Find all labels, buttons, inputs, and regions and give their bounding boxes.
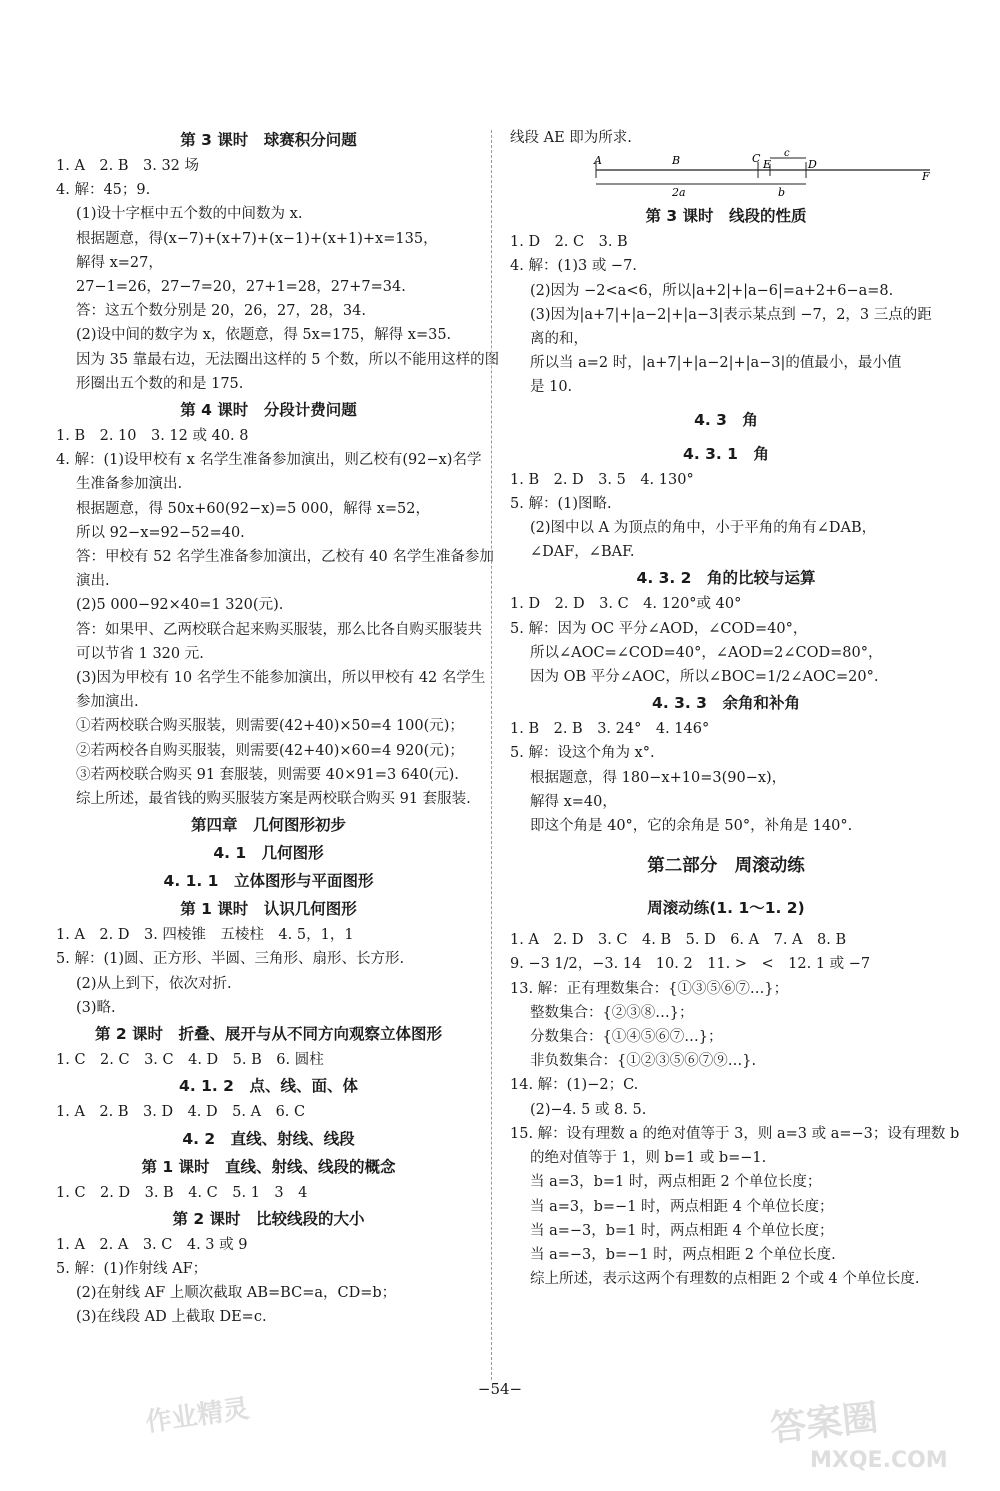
section-heading: 4. 2 直线、射线、线段 — [182, 1129, 355, 1148]
section-heading: 4. 3. 3 余角和补角 — [652, 694, 800, 713]
answer-line: ∠DAF，∠BAF. — [530, 544, 635, 561]
answer-line: 1. A 2. A 3. C 4. 3 或 9 — [56, 1236, 248, 1253]
answer-line: 解得 x=40， — [530, 793, 617, 810]
answer-line: 的绝对值等于 1，则 b=1 或 b=−1. — [530, 1150, 767, 1167]
answer-line: 所以∠AOC=∠COD=40°，∠AOD=2∠COD=80°， — [530, 644, 883, 661]
answer-line: 1. B 2. D 3. 5 4. 130° — [510, 471, 694, 488]
section-heading: 第 2 课时 折叠、展开与从不同方向观察立体图形 — [94, 1025, 443, 1044]
label-e: E — [763, 158, 772, 172]
section-heading: 第 1 课时 认识几何图形 — [180, 900, 357, 919]
answer-line: 形圈出五个数的和是 175. — [76, 375, 244, 392]
answer-line: 根据题意，得 180−x+10=3(90−x)， — [530, 769, 787, 786]
watermark: 作业精灵 — [143, 1393, 251, 1439]
answer-line: 1. A 2. B 3. 32 场 — [56, 158, 200, 174]
answer-line: (1)设十字框中五个数的中间数为 x. — [76, 206, 303, 223]
column-divider — [491, 130, 492, 1380]
answer-line: 综上所述，最省钱的购买服装方案是两校联合购买 91 套服装. — [76, 791, 471, 808]
section-heading: 4. 3 角 — [694, 410, 758, 429]
section-heading: 第 3 课时 球赛积分问题 — [180, 131, 357, 149]
answer-line: 5. 解：(1)图略. — [510, 495, 612, 512]
answer-line: 所以当 a=2 时，|a+7|+|a−2|+|a−3|的值最小，最小值 — [530, 355, 902, 372]
section-heading: 第二部分 周滚动练 — [647, 856, 805, 877]
answer-line: 离的和， — [530, 331, 588, 348]
answer-line: 1. A 2. B 3. D 4. D 5. A 6. C — [56, 1104, 306, 1121]
watermark-logo: 答案圈 — [768, 1397, 881, 1450]
answer-line: 1. D 2. C 3. B — [510, 234, 628, 251]
answer-line: 答：这五个数分别是 20，26，27，28，34. — [76, 303, 366, 320]
answer-line: 参加演出. — [76, 694, 139, 711]
answer-line: 1. B 2. 10 3. 12 或 40. 8 — [56, 428, 249, 445]
answer-line: 答：甲校有 52 名学生准备参加演出，乙校有 40 名学生准备参加 — [76, 549, 494, 566]
answer-line: 因为 35 靠最右边，无法圈出这样的 5 个数，所以不能用这样的图 — [76, 351, 500, 368]
answer-line: 1. C 2. D 3. B 4. C 5. 1 3 4 — [56, 1184, 308, 1201]
answer-line: 15. 解：设有理数 a 的绝对值等于 3，则 a=3 或 a=−3；设有理数 b — [510, 1125, 960, 1142]
answer-line: 是 10. — [530, 379, 573, 396]
label-f: F — [922, 170, 930, 184]
label-b-len: b — [778, 186, 786, 200]
answer-line: 可以节省 1 320 元. — [76, 645, 204, 662]
answer-line: 答：如果甲、乙两校联合起来购买服装，那么比各自购买服装共 — [76, 621, 482, 638]
answer-line: (2)因为 −2<a<6，所以|a+2|+|a−6|=a+2+6−a=8. — [530, 282, 894, 299]
section-heading: 4. 1. 2 点、线、面、体 — [179, 1077, 358, 1096]
answer-line: 1. C 2. C 3. C 4. D 5. B 6. 圆柱 — [56, 1052, 324, 1069]
answer-line: 线段 AE 即为所求. — [510, 130, 632, 146]
answer-line: (2)设中间的数字为 x，依题意，得 5x=175，解得 x=35. — [76, 327, 452, 344]
answer-line: 当 a=−3，b=1 时，两点相距 4 个单位长度； — [530, 1222, 834, 1239]
answer-line: (3)略. — [76, 999, 116, 1016]
answer-line: (2)在射线 AF 上顺次截取 AB=BC=a，CD=b； — [76, 1285, 397, 1302]
answer-line: 4. 解：(1)3 或 −7. — [510, 258, 637, 275]
answer-line: 5. 解：(1)作射线 AF； — [56, 1260, 208, 1277]
section-heading: 周滚动练(1. 1～1. 2) — [647, 899, 805, 918]
segment-diagram — [510, 150, 942, 202]
right-column — [510, 126, 960, 1291]
answer-line: (2)从上到下，依次对折. — [76, 975, 232, 992]
label-2a: 2a — [672, 186, 686, 200]
answer-line: 5. 解：(1)圆、正方形、半圆、三角形、扇形、长方形. — [56, 951, 405, 968]
watermark-url: MXQE.COM — [810, 1448, 948, 1473]
answer-line: 1. B 2. B 3. 24° 4. 146° — [510, 721, 710, 738]
section-heading: 第 1 课时 直线、射线、线段的概念 — [141, 1157, 396, 1176]
answer-line: 4. 解：45；9. — [56, 182, 151, 199]
answer-line: ③若两校联合购买 91 套服装，则需要 40×91=3 640(元). — [76, 766, 459, 783]
answer-line: 非负数集合：{①②③⑤⑥⑦⑨…}. — [530, 1053, 757, 1070]
answer-line: 根据题意，得 50x+60(92−x)=5 000，解得 x=52， — [76, 500, 430, 517]
section-heading: 第四章 几何图形初步 — [190, 816, 346, 835]
answer-line: 9. −3 1/2，−3. 14 10. 2 11. > < 12. 1 或 −7 — [510, 956, 871, 973]
answer-line: 生准备参加演出. — [76, 476, 183, 493]
label-b: B — [672, 154, 681, 168]
label-a: A — [594, 154, 602, 168]
answer-line: 所以 92−x=92−52=40. — [76, 524, 245, 541]
answer-line: 即这个角是 40°，它的余角是 50°，补角是 140°. — [530, 818, 853, 835]
answer-line: 整数集合：{②③⑧…}； — [530, 1004, 694, 1021]
answer-line: 根据题意，得(x−7)+(x+7)+(x−1)+(x+1)+x=135， — [76, 230, 438, 247]
segment-diagram-svg — [592, 150, 932, 202]
answer-line: (2)5 000−92×40=1 320(元). — [76, 597, 284, 614]
section-heading: 4. 1. 1 立体图形与平面图形 — [163, 872, 374, 891]
answer-line: (2)图中以 A 为顶点的角中，小于平角的角有∠DAB， — [530, 520, 877, 537]
answer-line: ①若两校联合购买服装，则需要(42+40)×50=4 100(元)； — [76, 718, 464, 735]
answer-line: 13. 解：正有理数集合：{①③⑤⑥⑦…}； — [510, 980, 789, 997]
section-heading: 第 2 课时 比较线段的大小 — [172, 1209, 365, 1228]
answer-line: 5. 解：设这个角为 x°. — [510, 745, 655, 762]
left-column — [56, 126, 500, 1330]
answer-line: 1. D 2. D 3. C 4. 120°或 40° — [510, 596, 742, 613]
answer-line: 演出. — [76, 573, 110, 590]
answer-line: 当 a=3，b=−1 时，两点相距 4 个单位长度； — [530, 1198, 834, 1215]
answer-line: (3)因为甲校有 10 名学生不能参加演出，所以甲校有 42 名学生 — [76, 670, 486, 687]
answer-line: 1. A 2. D 3. C 4. B 5. D 6. A 7. A 8. B — [510, 932, 847, 949]
answer-line: 27−1=26，27−7=20，27+1=28，27+7=34. — [76, 279, 406, 296]
answer-line: 当 a=3，b=1 时，两点相距 2 个单位长度； — [530, 1174, 822, 1191]
label-c-len: c — [784, 150, 790, 160]
answer-line: 当 a=−3，b=−1 时，两点相距 2 个单位长度. — [530, 1246, 836, 1263]
page-number: −54− — [477, 1380, 523, 1398]
answer-line: 14. 解：(1)−2；C. — [510, 1077, 639, 1094]
answer-line: 解得 x=27， — [76, 254, 163, 271]
section-heading: 第 4 课时 分段计费问题 — [180, 401, 357, 420]
section-heading: 4. 1 几何图形 — [213, 844, 324, 863]
answer-line: 分数集合：{①④⑤⑥⑦…}； — [530, 1029, 723, 1046]
section-heading: 4. 3. 1 角 — [683, 444, 769, 463]
answer-line: (3)因为|a+7|+|a−2|+|a−3|表示某点到 −7，2，3 三点的距 — [530, 306, 932, 323]
answer-line: 5. 解：因为 OC 平分∠AOD，∠COD=40°， — [510, 620, 808, 637]
answer-line: (2)−4. 5 或 8. 5. — [530, 1101, 647, 1118]
section-heading: 4. 3. 2 角的比较与运算 — [636, 569, 816, 588]
label-c: C — [752, 152, 761, 166]
label-d: D — [808, 158, 817, 172]
answer-line: (3)在线段 AD 上截取 DE=c. — [76, 1309, 267, 1326]
answer-line: 因为 OB 平分∠AOC，所以∠BOC=1/2∠AOC=20°. — [530, 669, 879, 686]
answer-line: 综上所述，表示这两个有理数的点相距 2 个或 4 个单位长度. — [530, 1271, 920, 1288]
section-heading: 第 3 课时 线段的性质 — [645, 207, 807, 226]
answer-line: ②若两校各自购买服装，则需要(42+40)×60=4 920(元)； — [76, 742, 464, 759]
answer-line: 1. A 2. D 3. 四棱锥 五棱柱 4. 5，1，1 — [56, 927, 354, 944]
answer-line: 4. 解：(1)设甲校有 x 名学生准备参加演出，则乙校有(92−x)名学 — [56, 452, 482, 469]
